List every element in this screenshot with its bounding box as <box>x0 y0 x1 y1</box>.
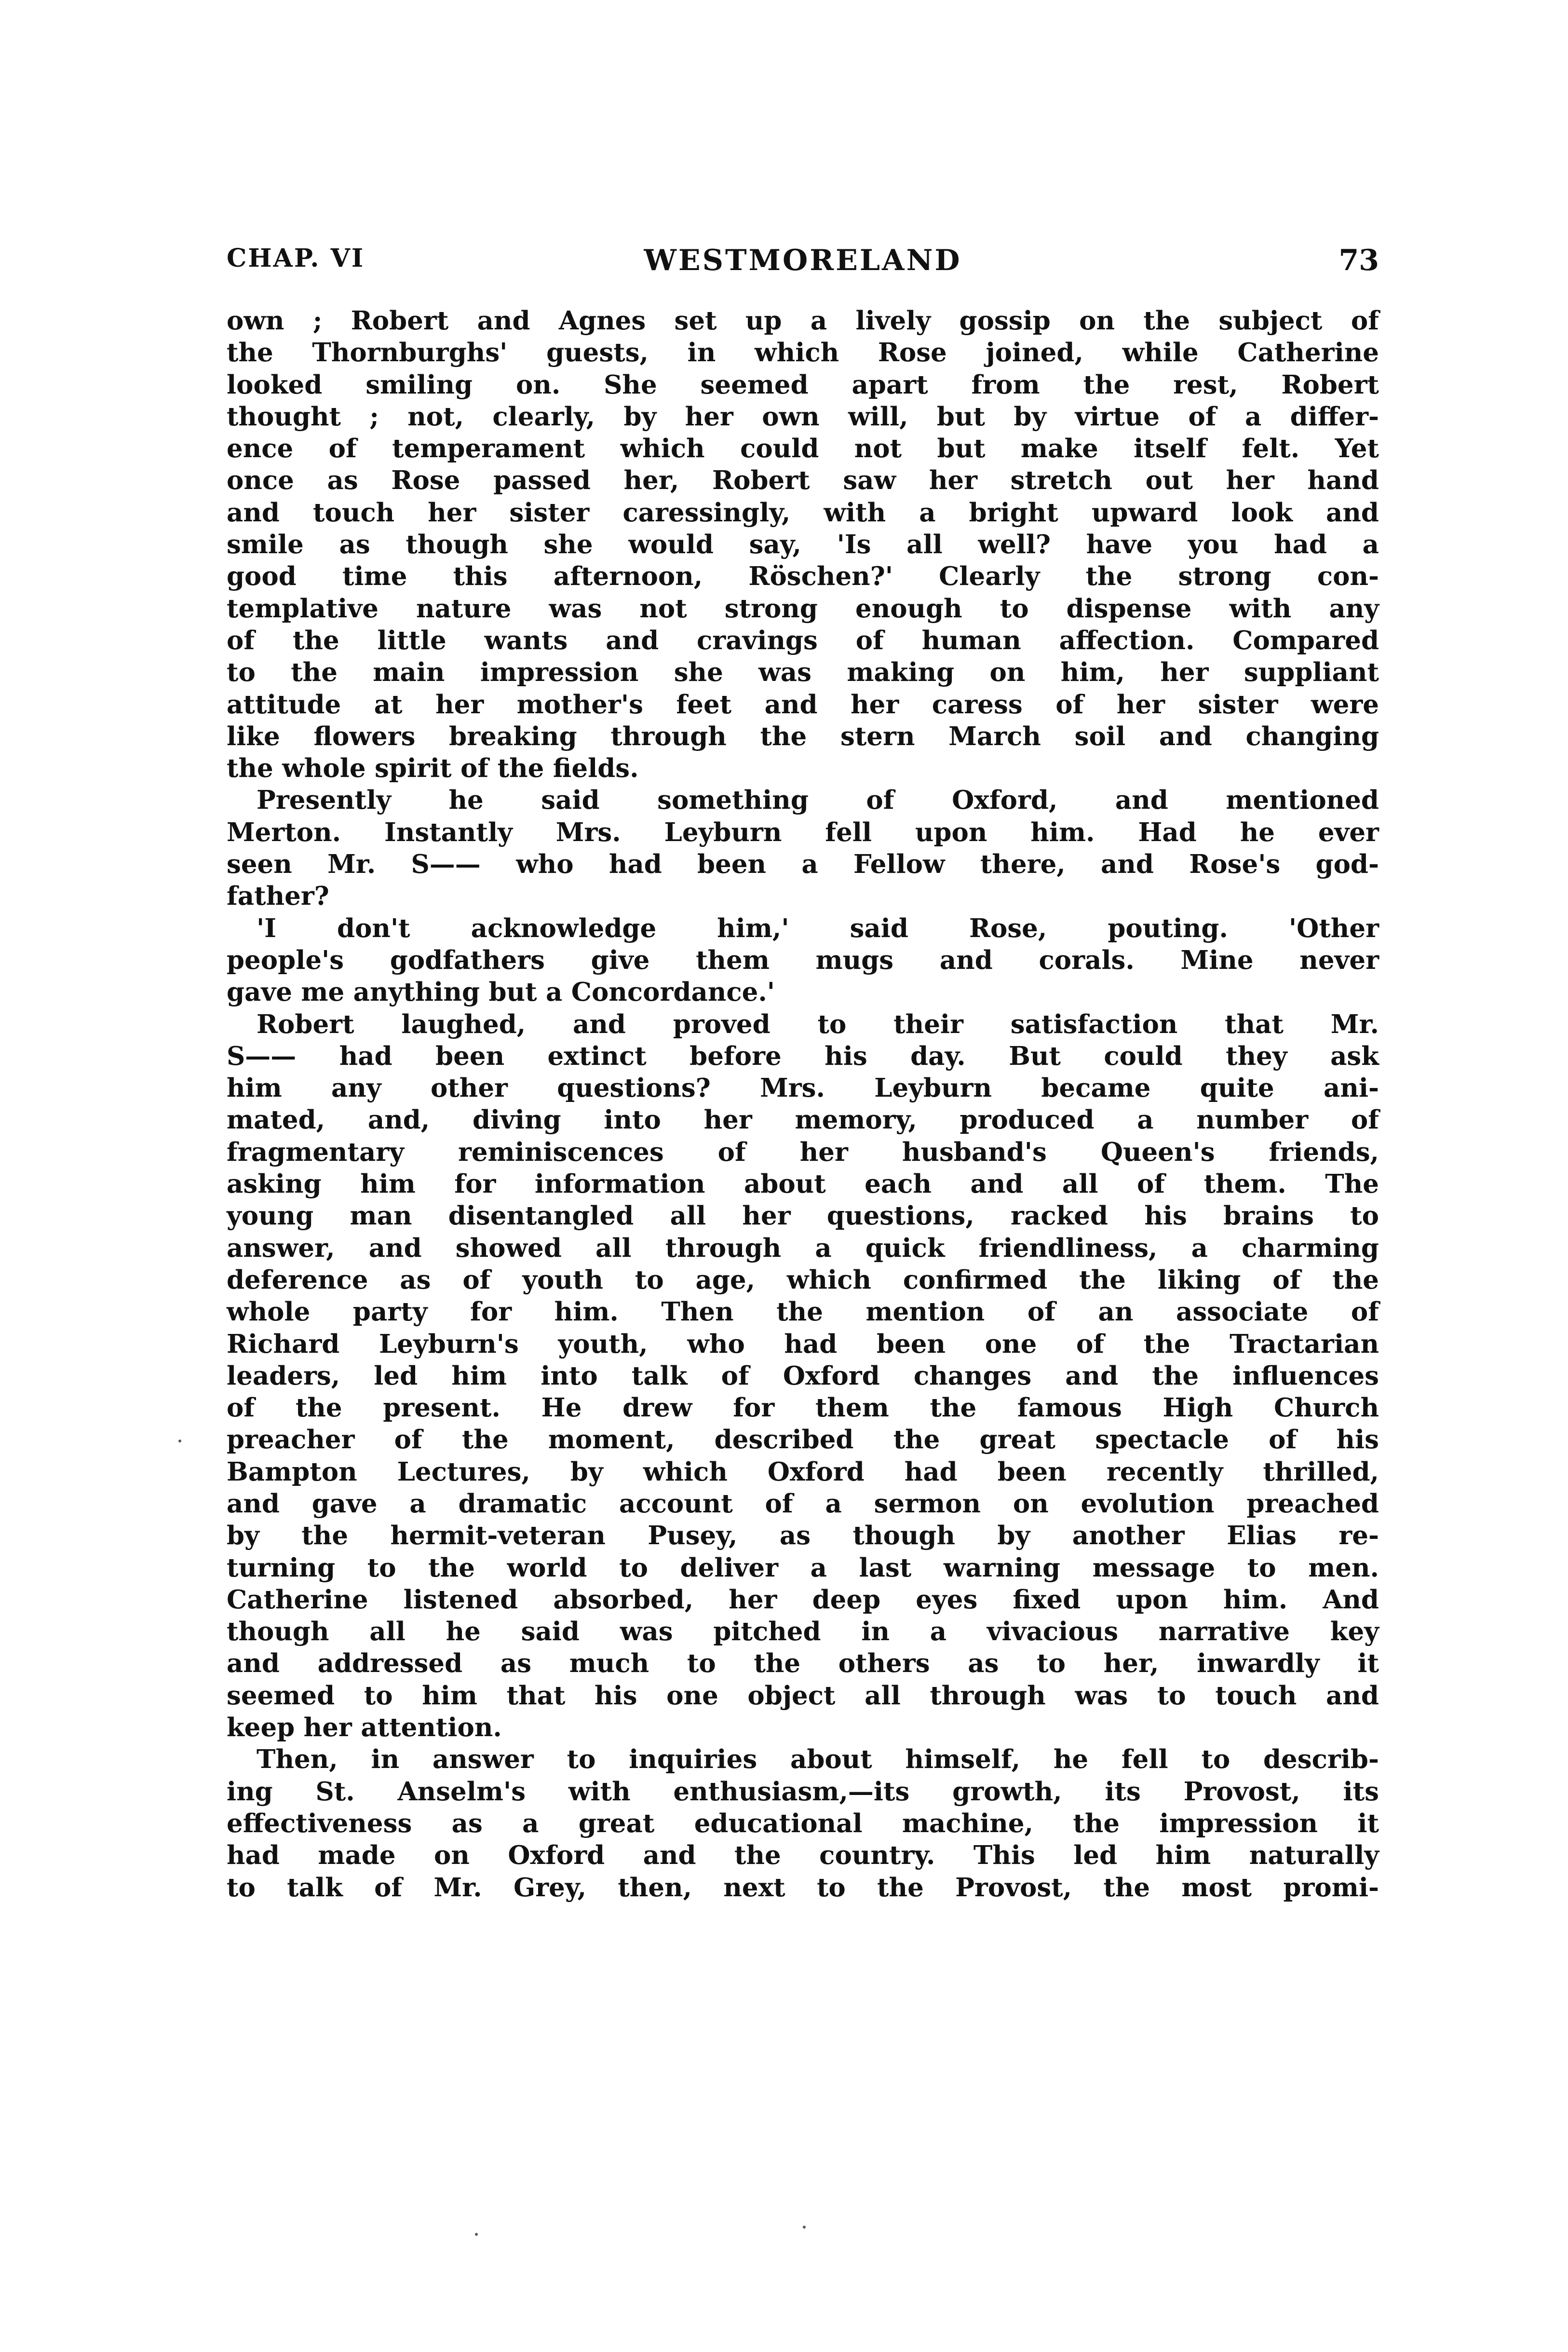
text-line: Merton. Instantly Mrs. Leyburn fell upon him. Had he ever <box>227 817 1379 847</box>
text-line: and touch her sister caressingly, with a bright upward look and <box>227 497 1379 528</box>
paragraph-end-line: gave me anything but a Concordance.' <box>227 977 775 1007</box>
text-line: ing St. Anselm's with enthusiasm,—its growth, its Provost, its <box>227 1776 1379 1807</box>
text-line: whole party for him. Then the mention of an associate of <box>227 1297 1379 1327</box>
scan-speck <box>803 2226 806 2229</box>
text-line: turning to the world to deliver a last warning message to men. <box>227 1552 1379 1583</box>
text-line: had made on Oxford and the country. This led him naturally <box>227 1840 1379 1871</box>
text-line: deference as of youth to age, which confirmed the liking of the <box>227 1264 1379 1295</box>
text-line: Bampton Lectures, by which Oxford had been recently thrilled, <box>227 1456 1379 1487</box>
paragraph-end-line: the whole spirit of the fields. <box>227 753 639 784</box>
text-line: smile as though she would say, 'Is all well? have you had a <box>227 530 1379 560</box>
text-line: seemed to him that his one object all through was to touch and <box>227 1680 1379 1711</box>
text-line: of the present. He drew for them the famous High Church <box>227 1393 1379 1423</box>
body-text <box>227 305 1379 1903</box>
text-line: and gave a dramatic account of a sermon on evolution preached <box>227 1488 1379 1519</box>
text-line: looked smiling on. She seemed apart from the rest, Robert <box>227 369 1379 400</box>
chapter-label: CHAP. VI <box>227 244 365 273</box>
paragraph-start-line: Then, in answer to inquiries about himself, he fell to describ- <box>257 1744 1379 1775</box>
paragraph-start-line: Presently he said something of Oxford, and mentioned <box>257 785 1379 816</box>
text-line: good time this afternoon, Röschen?' Clearly the strong con- <box>227 561 1379 592</box>
text-line: to the main impression she was making on him, her suppliant <box>227 657 1379 688</box>
text-line: of the little wants and cravings of human affection. Compared <box>227 625 1379 655</box>
scan-speck <box>178 1440 181 1442</box>
text-line: by the hermit-veteran Pusey, as though by another Elias re- <box>227 1521 1379 1551</box>
text-line: effectiveness as a great educational machine, the impression it <box>227 1808 1379 1838</box>
text-line: the Thornburghs' guests, in which Rose joined, while Catherine <box>227 338 1379 368</box>
text-line: thought ; not, clearly, by her own will, but by virtue of a differ- <box>227 401 1379 432</box>
text-line: leaders, led him into talk of Oxford changes and the influences <box>227 1360 1379 1391</box>
page-number: 73 <box>1338 244 1379 277</box>
running-title: WESTMORELAND <box>644 244 962 277</box>
text-line: answer, and showed all through a quick friendliness, a charming <box>227 1233 1379 1263</box>
text-line: asking him for information about each and all of them. The <box>227 1169 1379 1199</box>
text-line: young man disentangled all her questions, racked his brains to <box>227 1201 1379 1231</box>
paragraph-start-line: Robert laughed, and proved to their satisfaction that Mr. <box>257 1009 1379 1039</box>
running-head <box>227 244 1379 287</box>
text-line: mated, and, diving into her memory, produced a number of <box>227 1105 1379 1135</box>
text-line: once as Rose passed her, Robert saw her stretch out her hand <box>227 465 1379 496</box>
text-line: templative nature was not strong enough to dispense with any <box>227 593 1379 624</box>
text-line: people's godfathers give them mugs and corals. Mine never <box>227 945 1379 975</box>
text-line: Richard Leyburn's youth, who had been one of the Tractarian <box>227 1329 1379 1359</box>
paragraph-start-line: 'I don't acknowledge him,' said Rose, pouting. 'Other <box>257 913 1379 943</box>
text-line: though all he said was pitched in a vivacious narrative key <box>227 1617 1379 1647</box>
text-line: like flowers breaking through the stern March soil and changing <box>227 721 1379 751</box>
paragraph-end-line: father? <box>227 881 329 911</box>
paragraph-end-line: keep her attention. <box>227 1713 502 1743</box>
text-line: attitude at her mother's feet and her caress of her sister were <box>227 689 1379 720</box>
text-line: preacher of the moment, described the great spectacle of his <box>227 1425 1379 1455</box>
text-line: own ; Robert and Agnes set up a lively gossip on the subject of <box>227 306 1379 336</box>
text-line: Catherine listened absorbed, her deep eyes fixed upon him. And <box>227 1584 1379 1615</box>
text-line: and addressed as much to the others as to her, inwardly it <box>227 1648 1379 1679</box>
scan-speck <box>475 2233 478 2236</box>
text-line: to talk of Mr. Grey, then, next to the Provost, the most promi- <box>227 1872 1379 1903</box>
text-line: fragmentary reminiscences of her husband's Queen's friends, <box>227 1137 1379 1167</box>
text-line: ence of temperament which could not but make itself felt. Yet <box>227 434 1379 464</box>
text-line: S—— had been extinct before his day. But could they ask <box>227 1041 1379 1071</box>
text-line: him any other questions? Mrs. Leyburn became quite ani- <box>227 1073 1379 1103</box>
text-line: seen Mr. S—— who had been a Fellow there, and Rose's god- <box>227 849 1379 880</box>
